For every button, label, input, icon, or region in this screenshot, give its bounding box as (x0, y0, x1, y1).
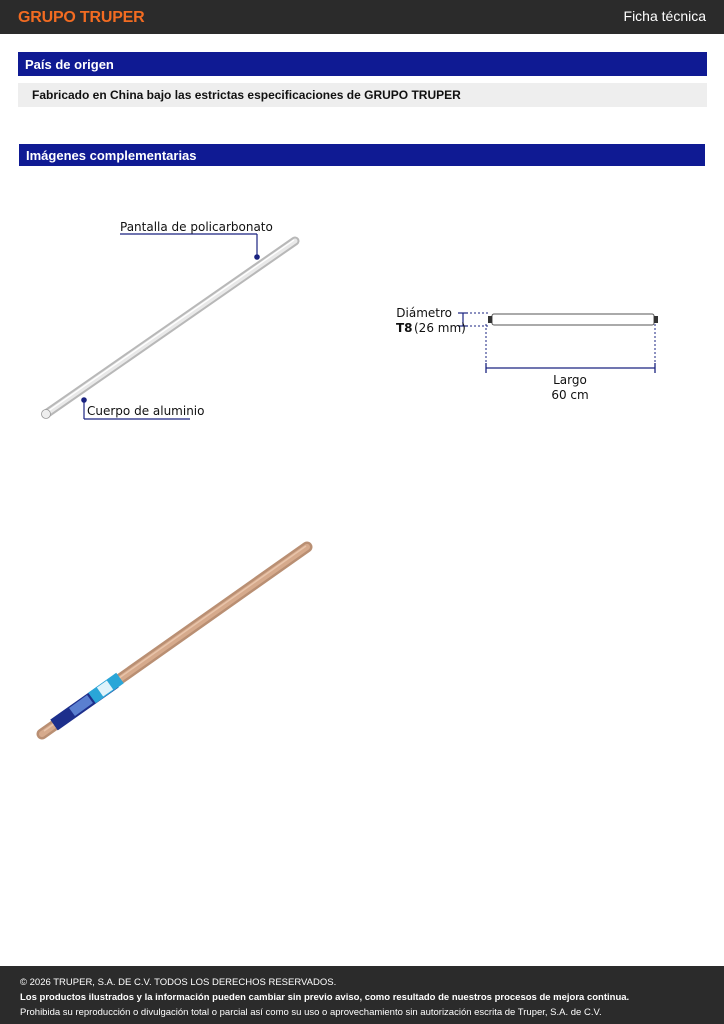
section-origin-title: País de origen (18, 52, 707, 76)
footer-notice: Los productos ilustrados y la información pueden cambiar sin previo aviso, como resultado de nuestros procesos de mejora continua. (20, 992, 630, 1003)
led-tube-callout-figure (30, 210, 330, 430)
label-cm: 60 cm (551, 388, 589, 402)
document-type: Ficha técnica (623, 8, 706, 24)
label-body: Cuerpo de aluminio (87, 404, 205, 418)
origin-text: Fabricado en China bajo las estrictas especificaciones de GRUPO TRUPER (18, 83, 707, 107)
label-diameter: Diámetro (396, 306, 452, 320)
tube-outline (488, 314, 658, 325)
callout-screen (120, 220, 273, 260)
tube-dimensions-figure (390, 300, 670, 410)
section-images-title: Imágenes complementarias (19, 144, 705, 166)
label-mm: (26 mm) (414, 321, 466, 335)
footer-copyright: © 2026 TRUPER, S.A. DE C.V. TODOS LOS DERECHOS RESERVADOS. (20, 977, 337, 988)
callout-body (81, 397, 204, 419)
page-header (0, 0, 724, 34)
packaged-tube-image (30, 535, 320, 750)
footer-prohibition: Prohibida su reproducción o divulgación total o parcial así como su uso o aprovechamiento sin autorización escrita de Truper, S.A. de C.V. (20, 1007, 602, 1018)
label-screen: Pantalla de policarbonato (120, 220, 273, 234)
label-length: Largo (553, 373, 587, 387)
led-tube-image (42, 240, 296, 419)
label-t8: T8 (396, 321, 413, 335)
length-marker (486, 324, 655, 373)
page-footer (0, 966, 724, 1024)
truper-logo: GRUPO TRUPER (18, 9, 145, 26)
